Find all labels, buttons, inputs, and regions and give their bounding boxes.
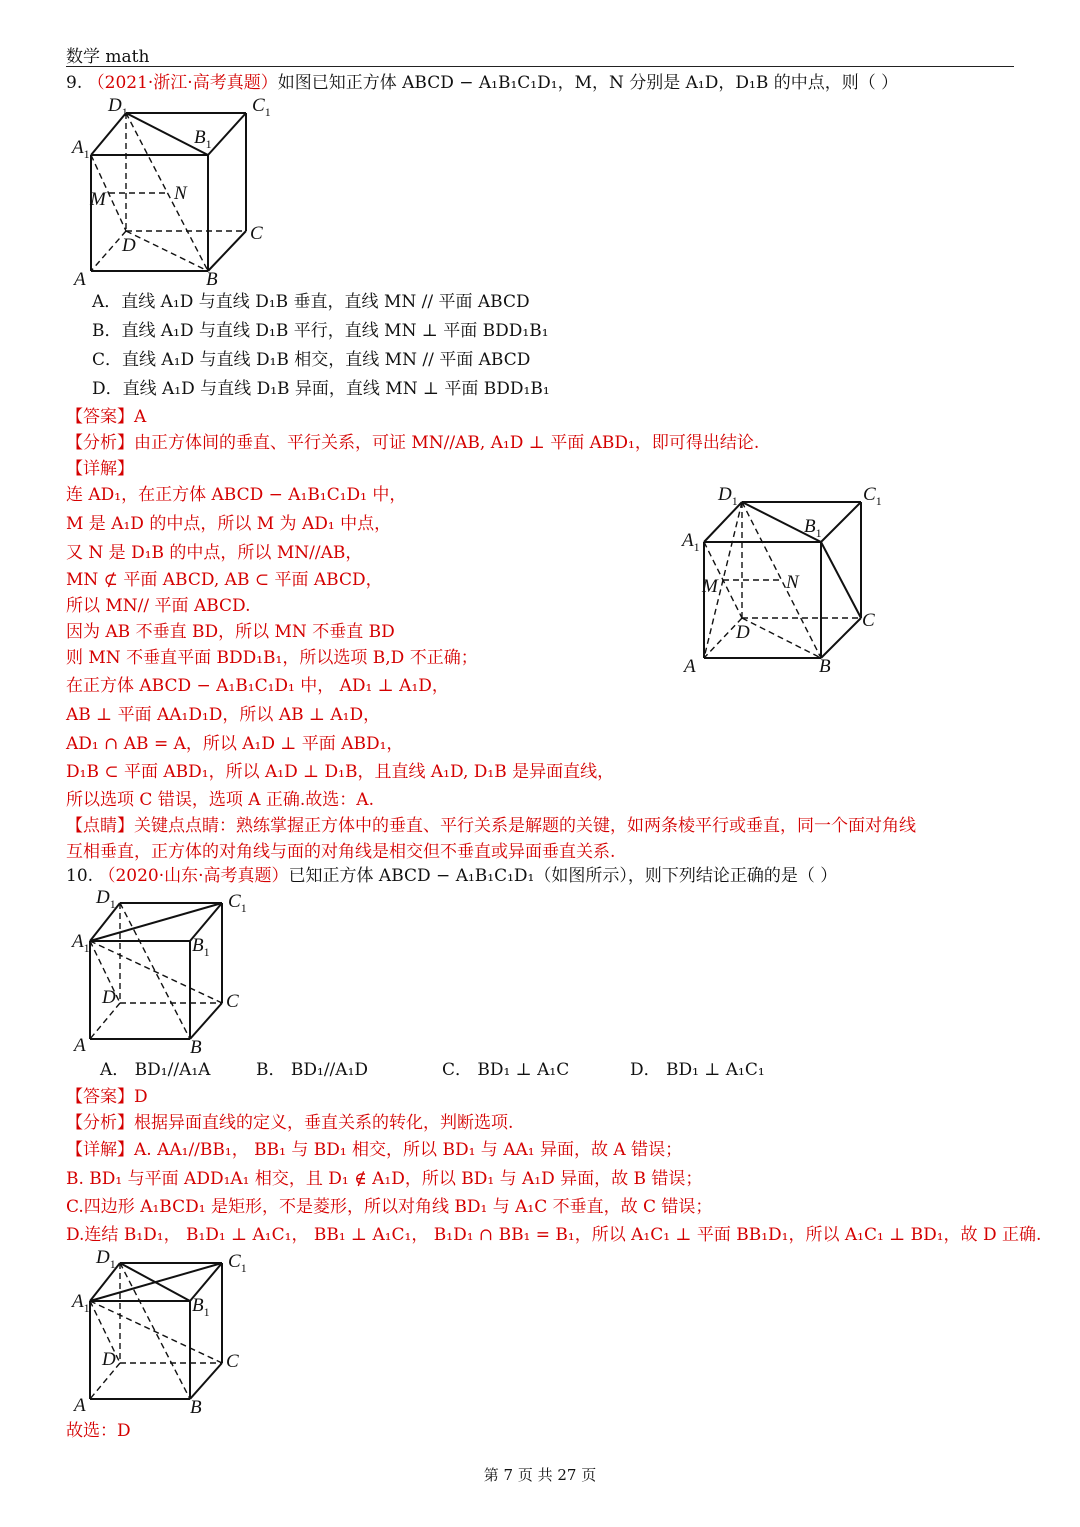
q9-tip-line: 互相垂直，正方体的对角线与面的对角线是相交但不垂直或异面垂直关系. <box>66 842 616 862</box>
label-N: N <box>174 183 187 204</box>
q10-detail-line: D.连结 B₁D₁， B₁D₁ ⊥ A₁C₁， BB₁ ⊥ A₁C₁， B₁D₁ ∩ BB₁ = B₁，所以 A₁C₁ ⊥ 平面 BB₁D₁，所以 A₁C₁ ⊥ BD₁，故 D 正确. <box>66 1225 1042 1245</box>
q10-stem: 已知正方体 ABCD − A₁B₁C₁D₁（如图所示），则下列结论正确的是（ ） <box>288 866 838 886</box>
label-A: A <box>74 269 86 290</box>
label-N: N <box>786 572 799 593</box>
q10-source: （2020·山东·高考真题） <box>98 866 289 886</box>
q9-detail-line: D₁B ⊂ 平面 ABD₁，所以 A₁D ⊥ D₁B，且直线 A₁D, D₁B 是异面直线， <box>66 762 615 782</box>
q10-solution-cube-figure <box>66 1245 266 1425</box>
label-C1: $C_1$ <box>863 484 882 508</box>
label-B1: $B_1$ <box>192 1295 210 1319</box>
q9-tip-line: 【点睛】关键点点睛：熟练掌握正方体中的垂直、平行关系是解题的关键，如两条棱平行或垂直，同一个面对角线 <box>66 816 916 836</box>
q9-detail-line: M 是 A₁D 的中点，所以 M 为 AD₁ 中点， <box>66 514 392 534</box>
q9-line <box>66 70 898 96</box>
label-D1: $D_1$ <box>108 95 128 119</box>
label-C1: $C_1$ <box>252 95 271 119</box>
q9-analysis: 【分析】由正方体间的垂直、平行关系，可证 MN//AB, A₁D ⊥ 平面 ABD₁，即可得出结论. <box>66 433 760 453</box>
label-B1: $B_1$ <box>804 516 822 540</box>
label-D: D <box>102 987 116 1008</box>
label-B: B <box>206 269 218 290</box>
label-M: M <box>90 189 106 210</box>
label-D: D <box>122 235 136 256</box>
header-rule <box>66 66 1014 67</box>
q9-option-d: D．直线 A₁D 与直线 D₁B 异面，直线 MN ⊥ 平面 BDD₁B₁ <box>92 379 550 399</box>
label-A1: $A_1$ <box>72 137 90 161</box>
label-A: A <box>684 656 696 677</box>
label-A1: $A_1$ <box>72 931 90 955</box>
label-A: A <box>74 1035 86 1056</box>
q9-option-c: C．直线 A₁D 与直线 D₁B 相交，直线 MN // 平面 ABCD <box>92 350 531 370</box>
q9-solution-cube-figure <box>676 482 896 682</box>
q9-source: （2021·浙江·高考真题） <box>87 73 278 93</box>
label-A: A <box>74 1395 86 1416</box>
label-C1: $C_1$ <box>228 1251 247 1275</box>
label-B1: $B_1$ <box>192 935 210 959</box>
q9-detail-line: 则 MN 不垂直平面 BDD₁B₁，所以选项 B,D 不正确； <box>66 648 478 668</box>
q9-cube-figure <box>66 95 286 295</box>
q9-option-a: A．直线 A₁D 与直线 D₁B 垂直，直线 MN // 平面 ABCD <box>92 292 530 312</box>
q10-option-c: C． BD₁ ⊥ A₁C <box>442 1060 570 1080</box>
label-B: B <box>190 1037 202 1058</box>
page-footer: 第 7 页 共 27 页 <box>483 1466 597 1484</box>
q10-detail-line: 【详解】A. AA₁//BB₁， BB₁ 与 BD₁ 相交，所以 BD₁ 与 AA₁ 异面，故 A 错误； <box>66 1140 683 1160</box>
label-D1: $D_1$ <box>718 484 738 508</box>
q9-detail-line: AB ⊥ 平面 AA₁D₁D，所以 AB ⊥ A₁D， <box>66 705 381 725</box>
label-C: C <box>226 991 239 1012</box>
q10-option-b: B． BD₁//A₁D <box>256 1060 369 1080</box>
q9-detail-line: 连 AD₁，在正方体 ABCD − A₁B₁C₁D₁ 中， <box>66 485 407 505</box>
q9-detail-line: 又 N 是 D₁B 的中点，所以 MN//AB， <box>66 543 363 563</box>
q10-option-d: D． BD₁ ⊥ A₁C₁ <box>630 1060 765 1080</box>
label-M: M <box>702 576 718 597</box>
q9-detail-line: MN ⊄ 平面 ABCD, AB ⊂ 平面 ABCD， <box>66 570 383 590</box>
q9-detail-line: 所以选项 C 错误，选项 A 正确.故选：A. <box>66 790 374 810</box>
q10-analysis: 【分析】根据异面直线的定义，垂直关系的转化，判断选项. <box>66 1113 514 1133</box>
q10-detail-line: B. BD₁ 与平面 ADD₁A₁ 相交，且 D₁ ∉ A₁D，所以 BD₁ 与 A₁D 异面，故 B 错误； <box>66 1169 703 1189</box>
q9-detail-line: 因为 AB 不垂直 BD，所以 MN 不垂直 BD <box>66 622 395 642</box>
q9-detail-line: 在正方体 ABCD − A₁B₁C₁D₁ 中， AD₁ ⊥ A₁D， <box>66 676 449 696</box>
q9-answer: 【答案】A <box>66 407 147 427</box>
label-B: B <box>190 1397 202 1418</box>
label-A1: $A_1$ <box>682 530 700 554</box>
q10-number: 10. <box>66 866 94 886</box>
label-C: C <box>862 610 875 631</box>
q9-number: 9. <box>66 73 83 93</box>
q10-option-a: A． BD₁//A₁A <box>100 1060 211 1080</box>
label-C: C <box>226 1351 239 1372</box>
q10-detail-line: C.四边形 A₁BCD₁ 是矩形，不是菱形，所以对角线 BD₁ 与 A₁C 不垂直，故 C 错误； <box>66 1197 713 1217</box>
label-D1: $D_1$ <box>96 887 116 911</box>
q10-final: 故选：D <box>66 1421 131 1441</box>
label-D1: $D_1$ <box>96 1247 116 1271</box>
label-D: D <box>102 1349 116 1370</box>
page-header: 数学 math <box>66 47 150 67</box>
label-B: B <box>819 656 831 677</box>
q9-option-b: B．直线 A₁D 与直线 D₁B 平行，直线 MN ⊥ 平面 BDD₁B₁ <box>92 321 549 341</box>
label-D: D <box>736 622 750 643</box>
q10-answer: 【答案】D <box>66 1087 148 1107</box>
label-C: C <box>250 223 263 244</box>
q10-cube-figure <box>66 885 266 1065</box>
label-B1: $B_1$ <box>194 127 212 151</box>
label-A1: $A_1$ <box>72 1291 90 1315</box>
q9-detail-line: AD₁ ∩ AB = A，所以 A₁D ⊥ 平面 ABD₁， <box>66 734 404 754</box>
q9-detail-line: 所以 MN// 平面 ABCD. <box>66 596 251 616</box>
label-C1: $C_1$ <box>228 891 247 915</box>
q9-stem: 如图已知正方体 ABCD − A₁B₁C₁D₁，M，N 分别是 A₁D，D₁B 的中点，则（ ） <box>277 73 899 93</box>
q9-detail-title: 【详解】 <box>66 459 134 479</box>
